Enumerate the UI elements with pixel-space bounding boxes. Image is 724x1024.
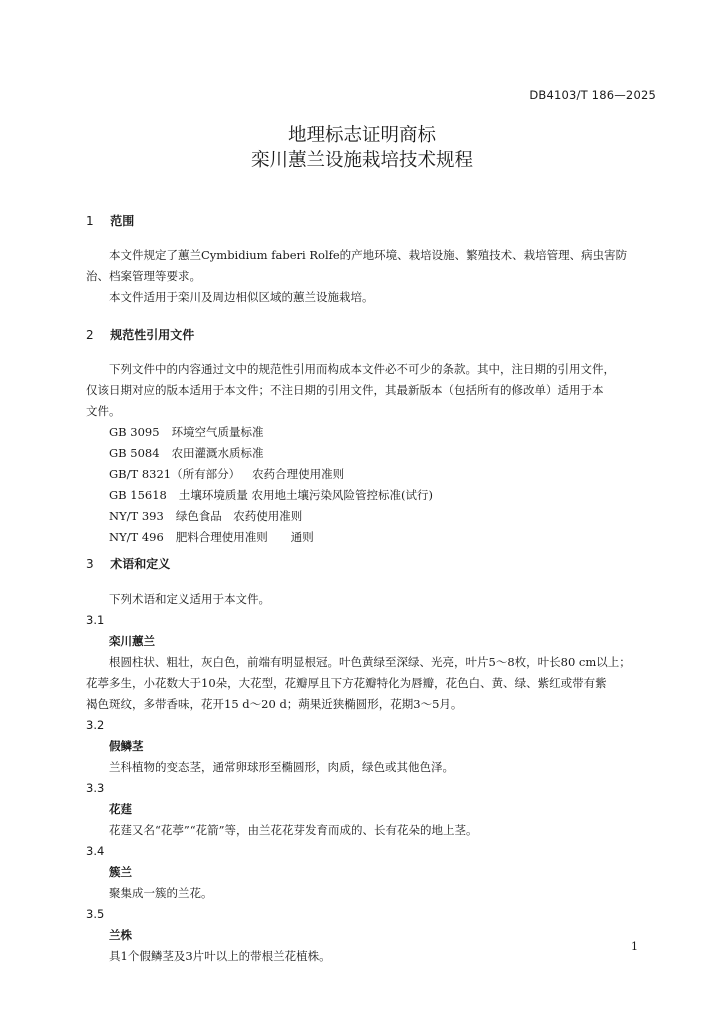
section-title: 规范性引用文件 <box>110 328 195 342</box>
paragraph-line: 文件。 <box>86 404 121 418</box>
section-number: 3 <box>86 557 94 571</box>
term-definition: 聚集成一簇的兰花。 <box>109 886 213 900</box>
section-number: 1 <box>86 214 94 228</box>
term-definition: 兰科植物的变态茎，通常卵球形至椭圆形，肉质，绿色或其他色泽。 <box>109 760 454 774</box>
section-3-heading <box>86 555 656 572</box>
title-line-1: 地理标志证明商标 <box>287 125 436 146</box>
term-name: 假鳞茎 <box>109 739 144 753</box>
section-1-body <box>86 245 656 308</box>
term-number: 3.2 <box>86 718 105 732</box>
reference-item: NY/T 496 肥料合理使用准则 通则 <box>109 530 314 544</box>
term-number: 3.1 <box>86 613 105 627</box>
term-definition: 具1个假鳞茎及3片叶以上的带根兰花植株。 <box>109 949 331 963</box>
term-definition: 根圆柱状、粗壮，灰白色，前端有明显根冠。叶色黄绿至深绿、光亮，叶片5～8枚，叶长80 cm以上； <box>109 655 631 669</box>
paragraph-line: 下列文件中的内容通过文中的规范性引用而构成本文件必不可少的条款。其中，注日期的引用文件， <box>109 362 615 376</box>
reference-item: GB/T 8321（所有部分） 农药合理使用准则 <box>109 467 345 481</box>
section-2-body <box>86 359 656 548</box>
page-number: 1 <box>631 940 638 953</box>
section-3-body <box>86 589 656 967</box>
paragraph-line: 仅该日期对应的版本适用于本文件；不注日期的引用文件，其最新版本（包括所有的修改单）适用于本 <box>86 383 604 397</box>
paragraph: 下列术语和定义适用于本文件。 <box>109 592 270 606</box>
term-definition: 花葶多生，小花数大于10朵，大花型，花瓣厚且下方花瓣特化为唇瓣，花色白、黄、绿、紫红或带有紫 <box>86 676 607 690</box>
section-number: 2 <box>86 328 94 342</box>
paragraph-line: 治、档案管理等要求。 <box>86 269 201 283</box>
section-1-heading <box>86 212 656 229</box>
section-2-heading <box>86 326 656 343</box>
term-name: 花莛 <box>109 802 132 816</box>
term-name: 栾川蕙兰 <box>109 634 155 648</box>
term-definition: 花莛又名“花葶”“花箭”等，由兰花花芽发育而成的、长有花朵的地上茎。 <box>109 823 478 837</box>
term-name: 簇兰 <box>109 865 132 879</box>
term-name: 兰株 <box>109 928 132 942</box>
reference-item: GB 3095 环境空气质量标准 <box>109 425 264 439</box>
section-title: 术语和定义 <box>110 557 171 571</box>
term-number: 3.4 <box>86 844 105 858</box>
term-number: 3.3 <box>86 781 105 795</box>
reference-item: NY/T 393 绿色食品 农药使用准则 <box>109 509 303 523</box>
title-line-2: 栾川蕙兰设施栽培技术规程 <box>250 150 473 171</box>
paragraph-line: 本文件规定了蕙兰Cymbidium faberi Rolfe的产地环境、栽培设施、繁殖技术、栽培管理、病虫害防 <box>109 248 628 262</box>
term-number: 3.5 <box>86 907 105 921</box>
standard-code: DB4103/T 186—2025 <box>529 88 656 102</box>
reference-item: GB 15618 土壤环境质量 农用地土壤污染风险管控标准(试行) <box>109 488 434 502</box>
term-definition: 褐色斑纹，多带香味，花开15 d～20 d；蒴果近狭椭圆形，花期3～5月。 <box>86 697 463 711</box>
reference-item: GB 5084 农田灌溉水质标准 <box>109 446 264 460</box>
section-title: 范围 <box>110 214 135 228</box>
paragraph: 本文件适用于栾川及周边相似区域的蕙兰设施栽培。 <box>109 290 374 304</box>
